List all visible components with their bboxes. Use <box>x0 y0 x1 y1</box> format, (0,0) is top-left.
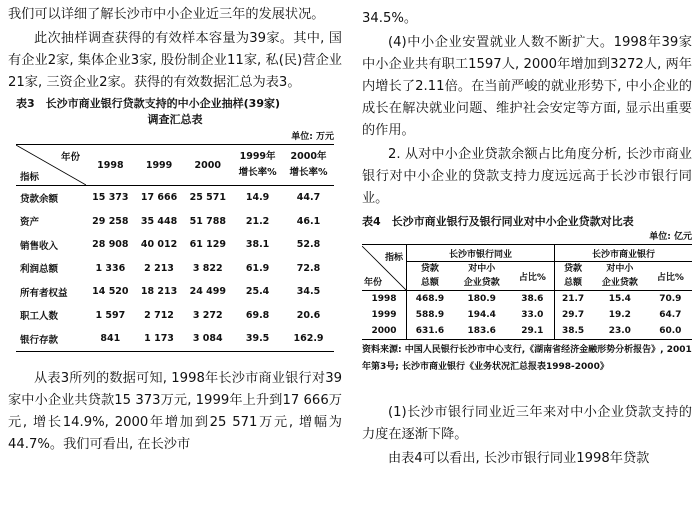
table3-row-label: 贷款余额 <box>20 193 59 205</box>
table3-unit: 单位: 万元 <box>291 132 334 142</box>
table4-block <box>362 214 692 376</box>
table4-cell: 194.4 <box>467 310 496 320</box>
table4-cell: 64.7 <box>659 310 682 320</box>
table4-cell: 183.6 <box>467 326 496 336</box>
table3-cell: 2 712 <box>144 309 174 321</box>
right-paragraph-3: (1)长沙市银行同业近三年来对中小企业贷款支持的力度在逐渐下降。 <box>362 405 692 442</box>
table3-cell: 15 373 <box>92 192 129 204</box>
table3-row <box>16 304 334 328</box>
table4-cell: 29.7 <box>561 310 585 320</box>
table3-cell: 24 499 <box>189 286 226 298</box>
table3-cell: 17 666 <box>140 192 178 204</box>
table4-row-year: 1998 <box>362 291 407 308</box>
table3-cell: 14 520 <box>92 286 129 298</box>
table3-header-growth-1999: 1999年 增长率% <box>238 151 277 178</box>
table4-sub-total-2: 贷款 总额 <box>564 264 583 288</box>
table3-cell: 162.9 <box>293 333 324 345</box>
table3-cell: 38.1 <box>245 239 270 251</box>
table4-cell: 38.6 <box>511 291 555 308</box>
table3-row <box>16 210 334 234</box>
table3-row <box>16 280 334 304</box>
table4-group-commercial: 长沙市商业银行 <box>555 245 692 262</box>
table3-cell: 34.5 <box>296 286 321 298</box>
table3-cell: 3 272 <box>192 309 223 321</box>
table4-row <box>362 323 692 340</box>
table3 <box>16 144 334 352</box>
table4-cell: 180.9 <box>467 294 496 304</box>
table3-cell: 25 571 <box>189 192 226 204</box>
table3-row-label: 销售收入 <box>20 240 59 252</box>
table4-unit: 单位: 亿元 <box>649 232 692 242</box>
table3-cell: 46.1 <box>296 215 321 227</box>
table4-cell: 21.7 <box>561 294 585 304</box>
table3-cell: 51 788 <box>189 215 226 227</box>
right-paragraph-1: (4)中小企业安置就业人数不断扩大。1998年39家中小企业共有职工1597人, 2000年增加到3272人, 两年内增长了2.11倍。在当前严峻的就业形势下, 中小企业的成长在解决就业问题、维护社会安定等方面, 显示出重要的作用。 <box>362 35 692 138</box>
table3-cell: 61.9 <box>245 262 270 274</box>
table3-cell: 44.7 <box>296 192 321 204</box>
table3-header-1998: 1998 <box>97 159 124 171</box>
table3-header-1999: 1999 <box>145 159 173 171</box>
table3-block <box>8 96 342 352</box>
table3-row <box>16 186 334 210</box>
table3-corner-year: 年份 <box>60 152 80 163</box>
table3-cell: 69.8 <box>245 309 270 321</box>
table4-cell: 33.0 <box>511 307 555 323</box>
table4-row-year: 1999 <box>362 307 407 323</box>
table3-cell: 40 012 <box>140 239 178 251</box>
table4-group-industry: 长沙市银行同业 <box>407 245 555 262</box>
table3-cell: 72.8 <box>296 262 321 274</box>
table4-cell: 38.5 <box>561 326 585 336</box>
table3-cell: 14.9 <box>245 192 270 204</box>
table4-sub-sme-2: 对中小 企业贷款 <box>601 264 638 288</box>
right-paragraph-2: 2. 从对中小企业贷款余额占比角度分析, 长沙市商业银行对中小企业的贷款支持力度远远高于长沙市银行同业。 <box>362 147 692 206</box>
table4-sub-ratio-2: 占比% <box>656 272 684 283</box>
table3-cell: 61 129 <box>189 239 226 251</box>
table3-row-label: 职工人数 <box>20 311 59 323</box>
table3-cell: 3 822 <box>192 262 223 274</box>
table4-cell: 19.2 <box>608 310 631 320</box>
table3-row-label: 利润总额 <box>20 264 59 276</box>
table3-row <box>16 233 334 257</box>
table4-caption: 表4 长沙市商业银行及银行同业对中小企业贷款对比表 <box>362 215 634 228</box>
table3-caption: 表3 长沙市商业银行贷款支持的中小企业抽样(39家) <box>16 97 281 110</box>
table4-cell: 70.9 <box>659 294 682 304</box>
right-paragraph-0: 34.5%。 <box>362 11 418 26</box>
table3-cell: 18 213 <box>140 286 178 298</box>
table3-row-label: 银行存款 <box>20 334 59 346</box>
table4-cell: 23.0 <box>608 326 631 336</box>
table4-corner-indicator: 指标 <box>384 252 403 263</box>
table3-cell: 25.4 <box>245 286 270 298</box>
table4-cell: 29.1 <box>511 323 555 340</box>
table3-row <box>16 327 334 351</box>
left-paragraph-3: 从表3所列的数据可知, 1998年长沙市商业银行对39家中小企业共贷款15 373万元, 1999年上升到17 666万元, 增长14.9%, 2000年增加到25 571万元, 增幅为44.7%。我们可看出, 在长沙市 <box>8 370 342 452</box>
table4-source-note: 资料来源: 中国人民银行长沙市中心支行,《湖南省经济金融形势分析报告》, 2001年第3号; 长沙市商业银行《业务状况汇总报表1998-2000》 <box>362 345 692 372</box>
left-paragraph-2: 此次抽样调查获得的有效样本容量为39家。其中, 国有企业2家, 集体企业3家, 股份制企业11家, 私(民)营企业21家, 三资企业2家。获得的有效数据汇总为表3。 <box>8 31 342 90</box>
table3-row <box>16 257 334 281</box>
table4-sub-total-1: 贷款 总额 <box>420 264 439 288</box>
table4-corner-year: 年份 <box>364 277 383 288</box>
table4 <box>362 244 692 340</box>
table3-cell: 1 173 <box>144 333 174 345</box>
table3-corner <box>16 145 86 186</box>
table3-cell: 1 597 <box>95 309 126 321</box>
table4-sub-ratio-1: 占比% <box>511 262 555 291</box>
table3-cell: 1 336 <box>95 262 126 274</box>
table3-cell: 21.2 <box>245 215 270 227</box>
table3-cell: 52.8 <box>296 239 321 251</box>
table4-cell: 468.9 <box>415 294 445 304</box>
table3-cell: 3 084 <box>192 333 223 345</box>
table4-cell: 15.4 <box>608 294 631 304</box>
table3-row-label: 资产 <box>20 217 40 229</box>
left-column <box>8 0 342 456</box>
right-column <box>362 0 692 470</box>
table3-cell: 28 908 <box>92 239 129 251</box>
table4-row <box>362 291 692 308</box>
table3-header-2000: 2000 <box>194 159 221 171</box>
table3-cell: 841 <box>100 333 121 345</box>
table3-cell: 2 213 <box>144 262 174 274</box>
table4-cell: 588.9 <box>415 310 445 320</box>
table3-corner-indicator: 指标 <box>20 172 40 183</box>
table3-caption-line2: 调查汇总表 <box>147 113 203 126</box>
table4-row <box>362 307 692 323</box>
table3-header-growth-2000: 2000年 增长率% <box>289 151 328 178</box>
table3-cell: 39.5 <box>245 333 270 345</box>
table4-cell: 631.6 <box>415 326 445 336</box>
table3-cell: 20.6 <box>296 309 321 321</box>
table3-cell: 35 448 <box>140 215 178 227</box>
table4-sub-sme-1: 对中小 企业贷款 <box>463 264 500 288</box>
table3-row-label: 所有者权益 <box>20 287 68 299</box>
left-paragraph-1: 我们可以详细了解长沙市中小企业近三年的发展状况。 <box>8 7 325 22</box>
table3-cell: 29 258 <box>92 215 129 227</box>
table4-cell: 60.0 <box>659 326 682 336</box>
right-paragraph-4: 由表4可以看出, 长沙市银行同业1998年贷款 <box>388 451 650 466</box>
table4-row-year: 2000 <box>362 323 407 340</box>
table4-corner <box>362 245 407 291</box>
